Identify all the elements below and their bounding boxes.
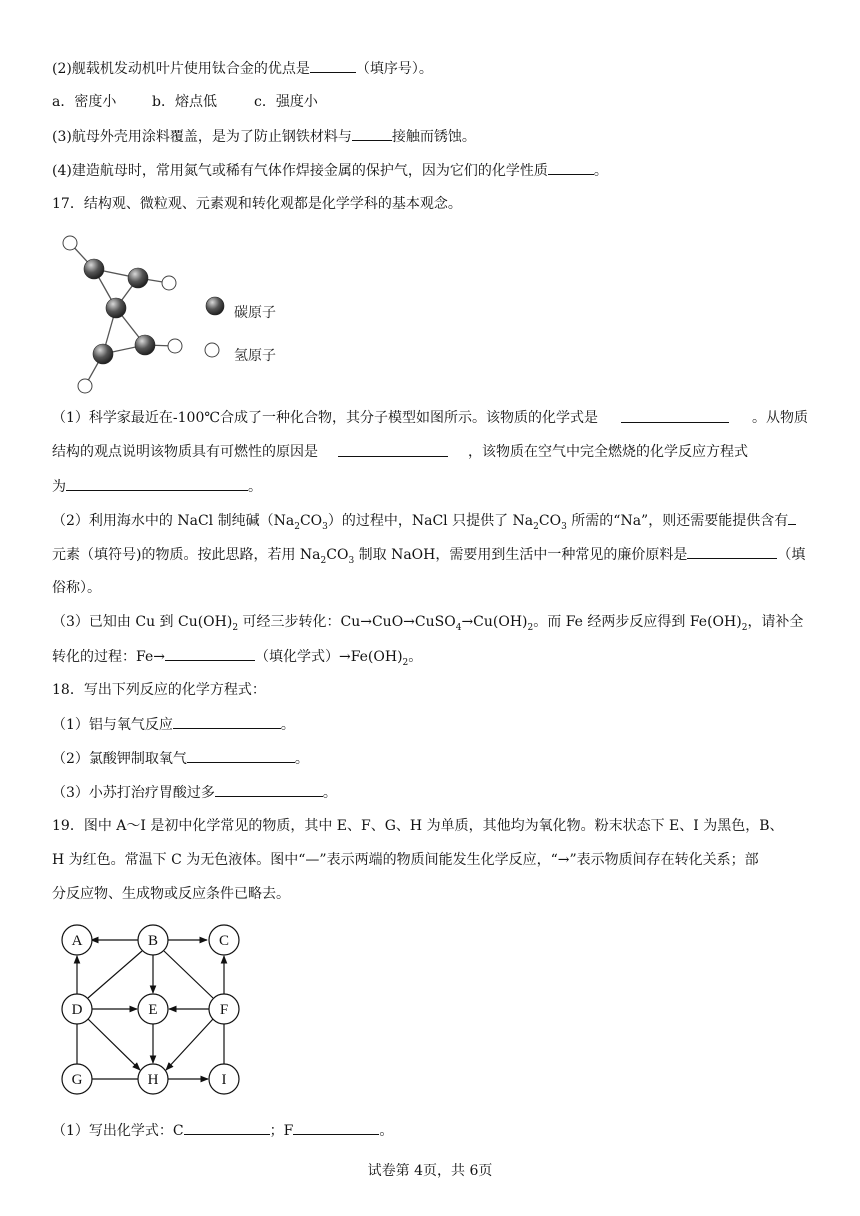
q17-title: 17．结构观、微粒观、元素观和转化观都是化学学科的基本观念。	[52, 196, 462, 212]
legend-carbon-label: 碳原子	[234, 305, 276, 321]
molecule-model-figure	[50, 228, 310, 400]
q19-text-line3: 分反应物、生成物或反应条件已略去。	[52, 886, 290, 902]
q17-part1-line3: 为 。	[52, 476, 262, 497]
line-b-f	[164, 951, 213, 998]
option-a: a．密度小	[52, 94, 117, 110]
q18-item-3: （3）小苏打治疗胃酸过多 。	[52, 782, 337, 803]
legend-carbon-icon	[206, 297, 224, 315]
answer-blank[interactable]	[687, 544, 777, 559]
q19-text-line2: H 为红色。常温下 C 为无色液体。图中“—”表示两端的物质间能发生化学反应，“→”表示物质间存在转化关系；部	[52, 852, 759, 868]
node-label-g: G	[71, 1072, 83, 1088]
answer-blank[interactable]	[165, 646, 255, 661]
carbon-atom	[128, 268, 148, 288]
q16-part4: (4)建造航母时，常用氮气或稀有气体作焊接金属的保护气，因为它们的化学性质 。	[52, 160, 608, 181]
hydrogen-atom	[63, 236, 77, 250]
line-b-d	[88, 951, 142, 998]
q16-part2: (2)舰载机发动机叶片使用钛合金的优点是 （填序号）。	[52, 58, 433, 79]
node-label-b: B	[147, 933, 159, 949]
option-b: b．熔点低	[152, 94, 217, 110]
q17-part1-line1: （1）科学家最近在-100℃合成了一种化合物，其分子模型如图所示。该物质的化学式是 。从物质	[52, 410, 808, 426]
answer-blank[interactable]	[66, 476, 248, 491]
legend-hydrogen-label: 氢原子	[234, 348, 276, 364]
answer-blank[interactable]	[621, 408, 729, 423]
q17-part2-line2: 元素（填符号)的物质。按此思路，若用 $Na_2CO_3$ 制取 NaOH，需要用到生活中一种常见的廉价原料是 （填	[52, 544, 805, 571]
node-label-d: D	[71, 1002, 83, 1018]
answer-blank[interactable]	[352, 126, 392, 141]
carbon-atom	[84, 259, 104, 279]
relationship-diagram	[55, 920, 255, 1100]
q19-part1: （1）写出化学式：C ；F 。	[52, 1120, 393, 1141]
arrow-d-to-h	[88, 1019, 140, 1070]
arrow-f-to-h	[166, 1019, 213, 1070]
hydrogen-atom	[78, 379, 92, 393]
node-label-c: C	[218, 933, 230, 949]
answer-blank[interactable]	[548, 160, 594, 175]
q18-title: 18．写出下列反应的化学方程式：	[52, 682, 266, 698]
answer-blank[interactable]	[184, 1120, 270, 1135]
answer-blank[interactable]	[788, 510, 796, 525]
option-c: c．强度小	[254, 94, 318, 110]
q16-part3: (3)航母外壳用涂料覆盖，是为了防止钢铁材料与 接触而锈蚀。	[52, 126, 476, 147]
carbon-atom	[93, 344, 113, 364]
q17-part1-line2: 结构的观点说明该物质具有可燃性的原因是 ，该物质在空气中完全燃烧的化学反应方程式	[52, 444, 748, 460]
q17-part3-line2: 转化的过程：Fe→ （填化学式）$\to Fe(OH)_2$。	[52, 646, 422, 673]
node-label-i: I	[221, 1072, 227, 1088]
page-footer: 试卷第 4页，共 6页	[367, 1163, 493, 1179]
q17-part2-line3: 俗称）。	[52, 580, 101, 596]
carbon-atom	[135, 335, 155, 355]
answer-blank[interactable]	[215, 782, 323, 797]
hydrogen-atom	[168, 339, 182, 353]
answer-blank[interactable]	[338, 442, 448, 457]
answer-blank[interactable]	[293, 1120, 379, 1135]
legend-hydrogen-icon	[205, 343, 219, 357]
answer-blank[interactable]	[187, 748, 295, 763]
carbon-atom	[106, 298, 126, 318]
answer-blank[interactable]	[310, 58, 356, 73]
q16-options	[52, 92, 318, 112]
node-label-f: F	[219, 1002, 229, 1018]
answer-blank[interactable]	[173, 714, 281, 729]
node-label-h: H	[147, 1072, 159, 1088]
q18-item-1: （1）铝与氧气反应 。	[52, 714, 295, 735]
node-label-e: E	[148, 1002, 158, 1018]
q19-text-line1: 19．图中 A～I 是初中化学常见的物质，其中 E、F、G、H 为单质，其他均为氧化物。粉末状态下 E、I 为黑色，B、	[52, 818, 784, 834]
node-label-a: A	[71, 933, 83, 949]
hydrogen-atom	[162, 276, 176, 290]
q18-item-2: （2）氯酸钾制取氧气 。	[52, 748, 309, 769]
q17-part2-line1: （2）利用海水中的 NaCl 制纯碱$(Na_2CO_3)$的过程中，NaCl 只提供了 $Na_2CO_3$ 所需的“Na”，则还需要能提供含有	[52, 510, 796, 537]
q17-part3-line1: （3）已知由 Cu 到 $Cu(OH)_2$ 可经三步转化：$Cu\to CuO\to CuSO_4\to Cu(OH)_2$。而 Fe 经两步反应得到 $Fe(OH)_2$，请补全	[52, 614, 804, 633]
